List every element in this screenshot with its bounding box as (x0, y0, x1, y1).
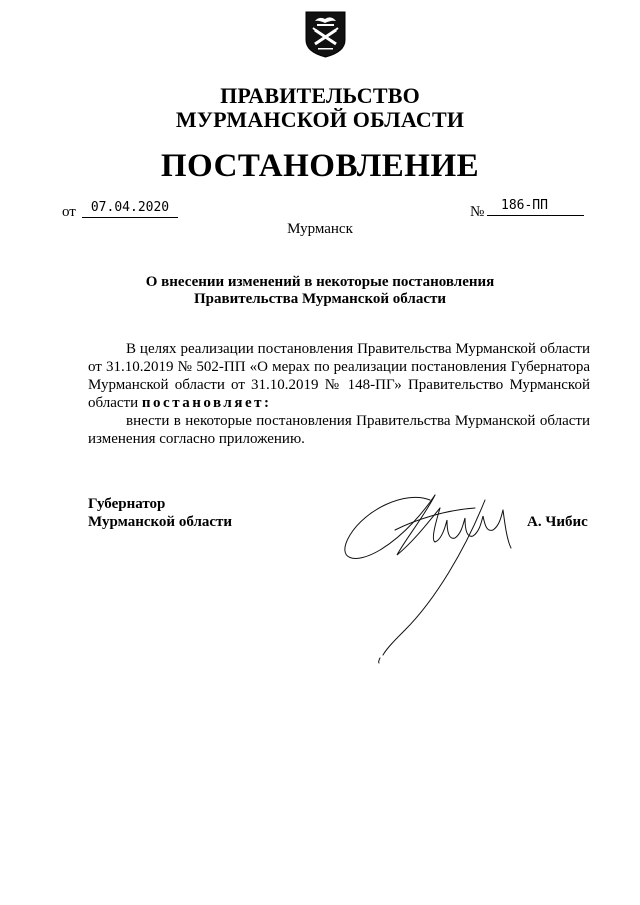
signatory-title-line1: Губернатор (88, 496, 166, 512)
document-date: 07.04.2020 (82, 200, 178, 218)
document-body (88, 340, 590, 448)
body-paragraph-1 (88, 340, 590, 412)
signatory-title-line2: Мурманской области (88, 514, 233, 530)
document-type-title: ПОСТАНОВЛЕНИЕ (160, 148, 480, 184)
number-label: № (470, 204, 485, 220)
coat-of-arms-icon (303, 10, 348, 58)
decree-word: постановляет: (141, 395, 272, 411)
subject-line1: О внесении изменений в некоторые постановления (145, 274, 495, 290)
subject-line2: Правительства Мурманской области (193, 291, 447, 307)
signatory-title (88, 495, 232, 531)
paragraph-1-text: В целях реализации постановления Правительства Мурманской области от 31.10.2019 № 502-ПП «О мерах по реализации постановления Губернатора Мурманской области от 31.10.2019 № 148-ПГ» Правительство Мурманской области (88, 341, 590, 411)
document-number: 186-ПП (487, 198, 584, 216)
handwritten-signature-icon (335, 470, 525, 665)
org-name-line1: ПРАВИТЕЛЬСТВО (220, 83, 420, 108)
signatory-name: А. Чибис (527, 514, 588, 530)
date-label: от (62, 204, 76, 220)
city-name: Мурманск (287, 221, 353, 237)
org-name-line2: МУРМАНСКОЙ ОБЛАСТИ (175, 107, 465, 132)
body-paragraph-2: внести в некоторые постановления Правительства Мурманской области изменения согласно приложению. (88, 413, 590, 447)
